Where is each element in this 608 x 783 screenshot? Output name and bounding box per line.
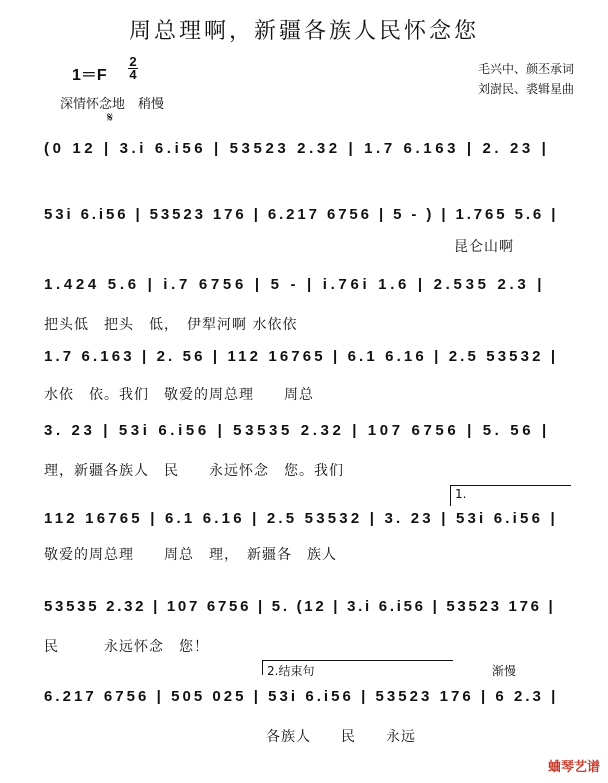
notation-line-3: 1.424 5.6 | i.7 6756 | 5 - | i.76i 1.6 | 2.535 2.3 | <box>44 276 546 293</box>
lyrics-line-5: 理，新疆各族人 民 永远怀念 您。我们 <box>44 463 344 479</box>
lyricist-credit: 毛兴中、颜丕承词 <box>477 62 574 76</box>
time-signature-top: 2 <box>129 54 137 69</box>
second-ending-bracket <box>262 660 453 678</box>
notation-line-7: 53535 2.32 | 107 6756 | 5. (12 | 3.i 6.i56 | 53523 176 | <box>44 598 556 615</box>
lyrics-line-3: 把头低 把头 低， 伊犁河啊 水依依 <box>44 317 298 333</box>
composer-credit: 刘澍民、裘辑星曲 <box>477 82 574 96</box>
time-signature <box>128 56 138 81</box>
lyrics-line-8: 各族人 民 永远 <box>266 729 416 745</box>
first-ending-label: 1. <box>455 487 467 501</box>
second-ending-label: 2.结束句 <box>267 664 315 678</box>
notation-line-2: 53i 6.i56 | 53523 176 | 6.217 6756 | 5 - ) | 1.765 5.6 | <box>44 206 559 223</box>
notation-line-5: 3. 23 | 53i 6.i56 | 53535 2.32 | 107 6756 | 5. 56 | <box>44 422 550 439</box>
site-logo: 蛐琴艺谱 <box>547 760 600 775</box>
notation-line-6: 112 16765 | 6.1 6.16 | 2.5 53532 | 3. 23 | 53i 6.i56 | <box>44 510 558 527</box>
lyrics-line-2: 昆仑山啊 <box>454 239 514 255</box>
key-signature: 1＝F <box>72 67 107 84</box>
song-title: 周总理啊，新疆各族人民怀念您 <box>128 19 479 44</box>
tempo-marking: 深情怀念地 稍慢 <box>60 97 165 112</box>
lyrics-line-6: 敬爱的周总理 周总 理， 新疆各 族人 <box>44 547 337 563</box>
lyrics-line-4: 水依 依。我们 敬爱的周总理 周总 <box>44 387 314 403</box>
segno-sign: 𝄋 <box>107 110 114 126</box>
ritardando-marking: 渐慢 <box>492 664 517 678</box>
notation-line-1: (0 12 | 3.i 6.i56 | 53523 2.32 | 1.7 6.163 | 2. 23 | <box>44 140 550 157</box>
notation-line-4: 1.7 6.163 | 2. 56 | 112 16765 | 6.1 6.16 | 2.5 53532 | <box>44 348 559 365</box>
time-signature-bottom: 4 <box>129 67 137 82</box>
first-ending-bracket <box>450 485 571 506</box>
lyrics-line-7: 民 永远怀念 您！ <box>44 639 209 655</box>
notation-line-8: 6.217 6756 | 505 025 | 53i 6.i56 | 53523 176 | 6 2.3 | <box>44 688 559 705</box>
